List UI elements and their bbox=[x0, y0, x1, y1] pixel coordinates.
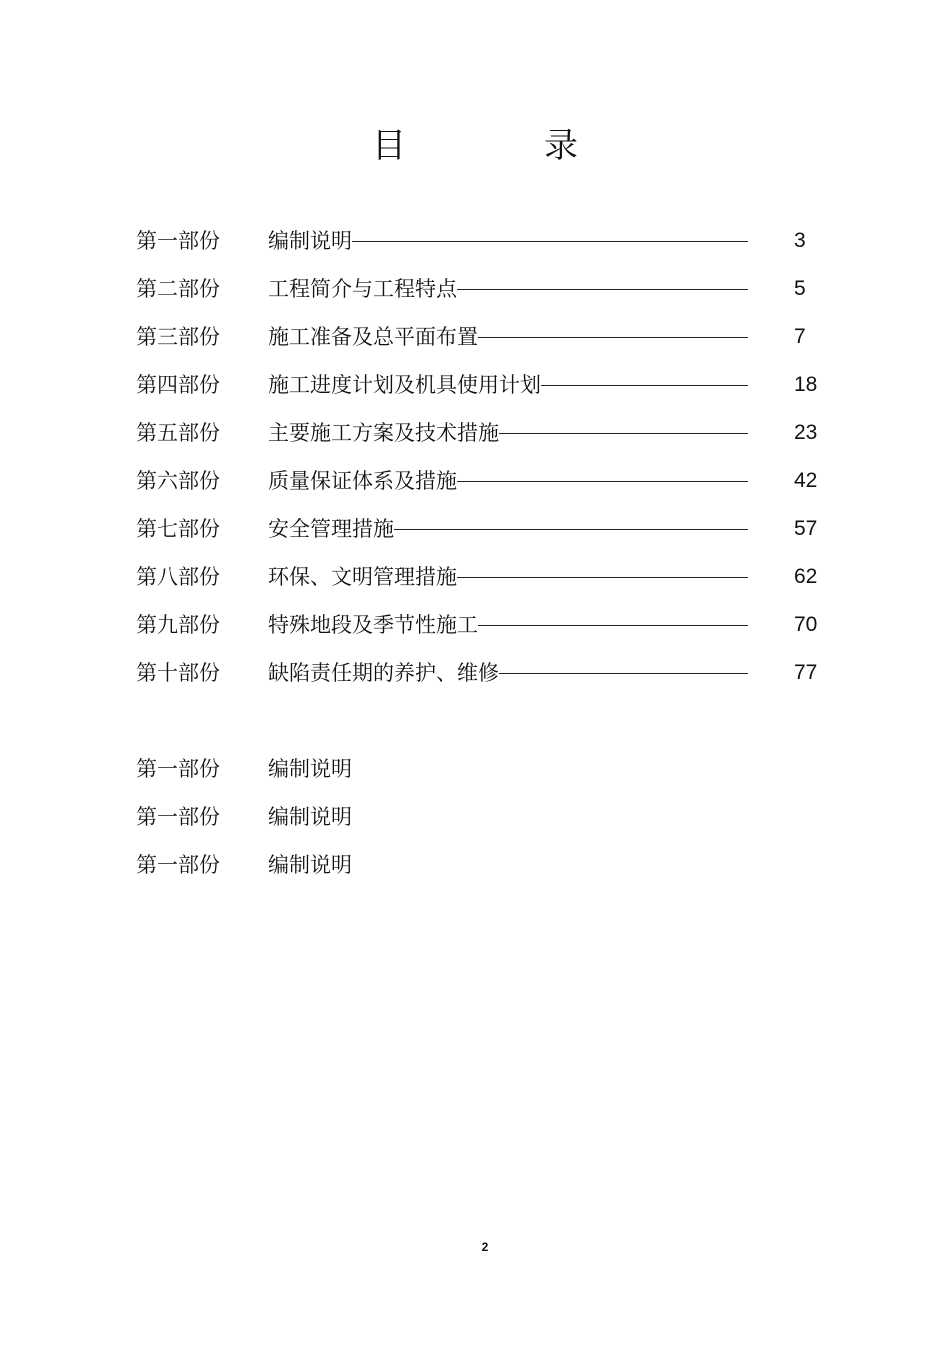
section-heading bbox=[136, 850, 636, 898]
toc-page-number: 70 bbox=[794, 613, 818, 636]
toc-page-number: 57 bbox=[794, 517, 818, 540]
toc-row[interactable] bbox=[136, 610, 836, 658]
section-part-label: 第一部份 bbox=[136, 853, 220, 877]
toc-page-number: 23 bbox=[794, 421, 818, 444]
toc-part-label: 第一部份 bbox=[136, 229, 220, 253]
toc-entry bbox=[268, 322, 748, 352]
toc-part-label: 第四部份 bbox=[136, 373, 220, 397]
toc-title: 质量保证体系及措施 bbox=[268, 469, 457, 493]
page-number: 2 bbox=[481, 1240, 489, 1254]
toc-entry bbox=[268, 514, 748, 544]
toc-leader-line bbox=[478, 625, 748, 626]
section-heading bbox=[136, 802, 636, 850]
toc-page-number: 42 bbox=[794, 469, 818, 492]
toc-page-number: 5 bbox=[794, 277, 806, 300]
toc-leader-line bbox=[499, 433, 748, 434]
section-title: 编制说明 bbox=[268, 805, 352, 829]
toc-page-number: 7 bbox=[794, 325, 806, 348]
section-title: 编制说明 bbox=[268, 853, 352, 877]
toc-leader-line bbox=[457, 577, 748, 578]
section-heading-list bbox=[136, 754, 636, 898]
toc-leader-line bbox=[478, 337, 748, 338]
toc-entry bbox=[268, 274, 748, 304]
toc-title: 施工进度计划及机具使用计划 bbox=[268, 373, 541, 397]
toc-leader-line bbox=[457, 289, 748, 290]
toc-part-label: 第二部份 bbox=[136, 277, 220, 301]
toc-entry bbox=[268, 418, 748, 448]
toc-title: 环保、文明管理措施 bbox=[268, 565, 457, 589]
toc-entry bbox=[268, 370, 748, 400]
toc-leader-line bbox=[352, 241, 748, 242]
toc-part-label: 第六部份 bbox=[136, 469, 220, 493]
toc-part-label: 第三部份 bbox=[136, 325, 220, 349]
toc-row[interactable] bbox=[136, 322, 836, 370]
section-part-label: 第一部份 bbox=[136, 805, 220, 829]
toc-page-number: 62 bbox=[794, 565, 818, 588]
toc-row[interactable] bbox=[136, 514, 836, 562]
section-heading bbox=[136, 754, 636, 802]
toc-part-label: 第九部份 bbox=[136, 613, 220, 637]
toc-part-label: 第八部份 bbox=[136, 565, 220, 589]
toc-entry bbox=[268, 226, 748, 256]
toc-entry bbox=[268, 466, 748, 496]
toc-entry bbox=[268, 610, 748, 640]
toc-leader-line bbox=[457, 481, 748, 482]
toc-row[interactable] bbox=[136, 562, 836, 610]
toc-leader-line bbox=[499, 673, 748, 674]
table-of-contents bbox=[136, 226, 836, 706]
section-title: 编制说明 bbox=[268, 757, 352, 781]
toc-entry bbox=[268, 562, 748, 592]
toc-row[interactable] bbox=[136, 658, 836, 706]
toc-title: 工程简介与工程特点 bbox=[268, 277, 457, 301]
section-part-label: 第一部份 bbox=[136, 757, 220, 781]
toc-row[interactable] bbox=[136, 418, 836, 466]
toc-title: 特殊地段及季节性施工 bbox=[268, 613, 478, 637]
toc-page-number: 77 bbox=[794, 661, 818, 684]
toc-page-number: 18 bbox=[794, 373, 818, 396]
toc-part-label: 第十部份 bbox=[136, 661, 220, 685]
page-title: 目 录 bbox=[372, 126, 630, 166]
toc-entry bbox=[268, 658, 748, 688]
toc-part-label: 第七部份 bbox=[136, 517, 220, 541]
toc-row[interactable] bbox=[136, 466, 836, 514]
toc-row[interactable] bbox=[136, 226, 836, 274]
toc-page-number: 3 bbox=[794, 229, 806, 252]
toc-title: 编制说明 bbox=[268, 229, 352, 253]
toc-row[interactable] bbox=[136, 370, 836, 418]
toc-title: 主要施工方案及技术措施 bbox=[268, 421, 499, 445]
toc-title: 施工准备及总平面布置 bbox=[268, 325, 478, 349]
toc-title: 缺陷责任期的养护、维修 bbox=[268, 661, 499, 685]
toc-leader-line bbox=[394, 529, 748, 530]
toc-part-label: 第五部份 bbox=[136, 421, 220, 445]
toc-row[interactable] bbox=[136, 274, 836, 322]
toc-title: 安全管理措施 bbox=[268, 517, 394, 541]
toc-leader-line bbox=[541, 385, 748, 386]
